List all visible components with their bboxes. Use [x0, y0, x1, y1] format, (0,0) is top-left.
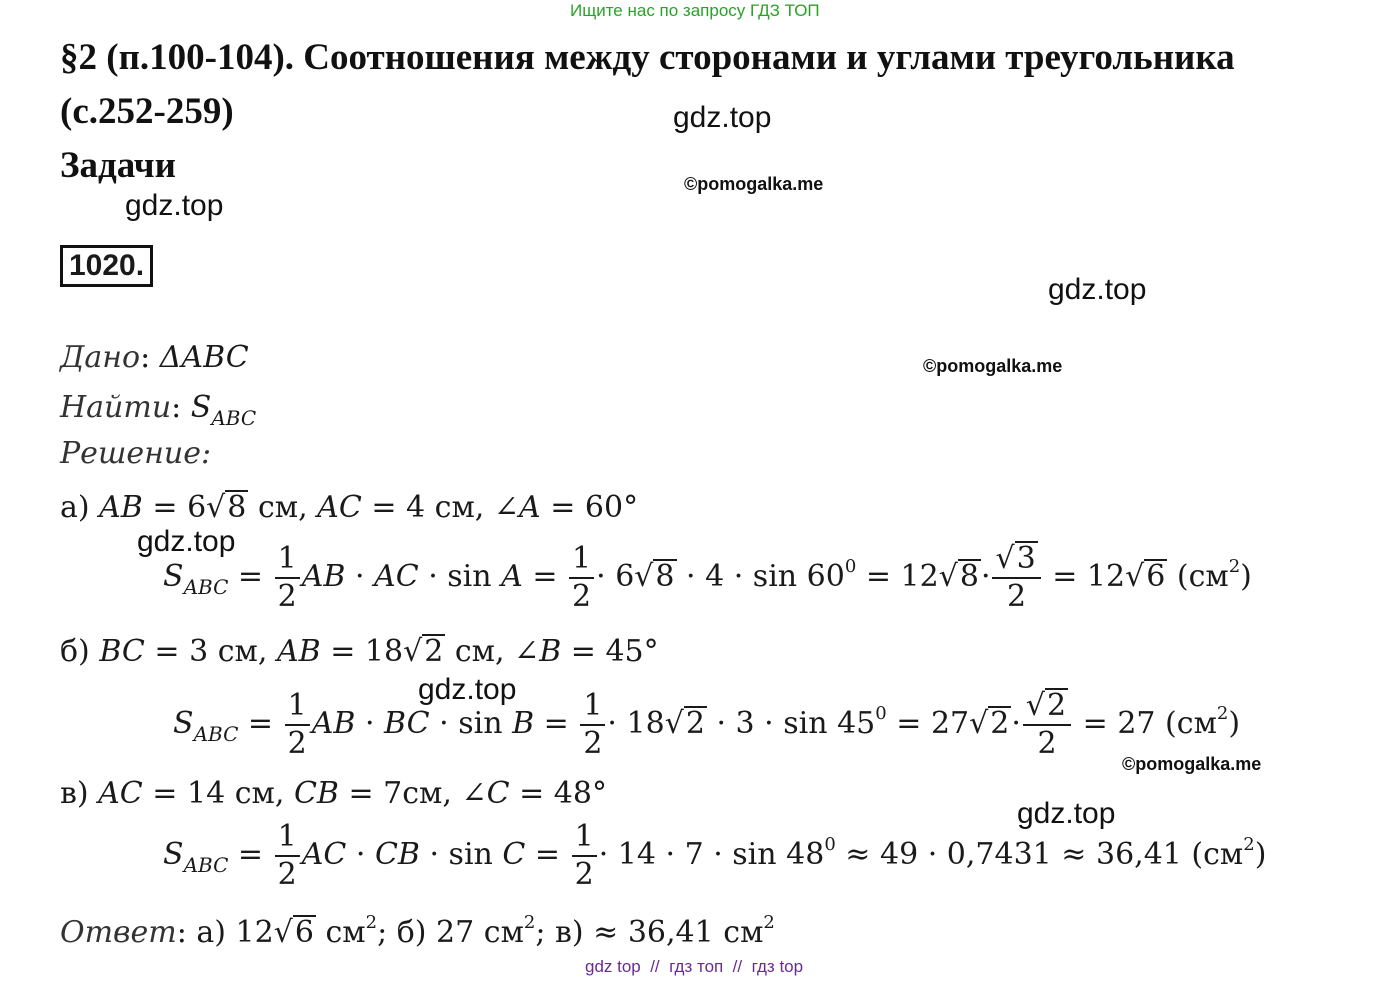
given-label: Дано [60, 340, 141, 375]
task-number-badge: 1020. [60, 245, 153, 287]
watermark-gdz: gdz.top [673, 101, 772, 134]
fraction: $\frac{√3}{2}$ [992, 541, 1040, 615]
part-c-conditions: в) AC = 14 см, CB = 7см, ∠C = 48° [60, 776, 607, 811]
angle: 60 [806, 559, 845, 594]
fraction [572, 819, 597, 893]
angle-a: 60° [584, 490, 639, 525]
given-line: Дано: ΔABC [60, 340, 249, 375]
solution-label-text: Решение [60, 436, 201, 471]
final-root: 6 [1146, 559, 1166, 594]
fraction: $\frac{√2}{2}$ [1023, 688, 1071, 762]
ac-value: 14 [186, 776, 226, 811]
final-coef: 12 [1086, 559, 1126, 594]
ab-root: 8 [227, 490, 247, 525]
square-sup: 2 [365, 912, 378, 933]
frac-den: 2 [1007, 579, 1027, 614]
frac-den: 2 [287, 726, 307, 761]
watermark-pomogalka: ©pomogalka.me [923, 356, 1063, 376]
answer-a-marker: а) [196, 915, 226, 950]
bc-value: 3 [189, 634, 209, 669]
side-a: 14 [617, 837, 656, 872]
frac-den: 2 [277, 857, 297, 892]
answer-label: Ответ [60, 915, 177, 950]
square-sup: 2 [1228, 556, 1241, 577]
square-sup: 2 [1216, 703, 1229, 724]
unit-cm: см [217, 634, 258, 669]
watermark-gdz: gdz.top [125, 189, 224, 222]
fraction [275, 819, 300, 893]
part-a-conditions: а) AB = 6√8 см, AC = 4 см, ∠A = 60° [60, 490, 639, 525]
answer-b-value: 27 [436, 915, 475, 950]
mult: 3 [735, 706, 755, 741]
unit-cm: см [402, 776, 443, 811]
sq-root: 2 [1047, 688, 1067, 723]
watermark-gdz: gdz.top [418, 673, 517, 706]
unit-cm2: см [1188, 559, 1229, 594]
part-a-formula: $S_{ABC}$ = $\frac{1}{2}$ AB · AC · sin A = $\frac{1}{2}$ · $6√8 \cdot 4 \cdot \sin 60^0 = 12√8\cdot$ $\frac{√3}{2}$ = 12√6 $(см^2)$ [163, 541, 1252, 614]
side-b: 7 [684, 837, 704, 872]
frac-num: 1 [275, 819, 300, 857]
watermark-pomogalka: ©pomogalka.me [1122, 754, 1262, 774]
answer-c-value: 36,41 [627, 915, 714, 950]
square-sup: 2 [763, 912, 775, 933]
unit-cm2: см [325, 915, 366, 950]
angle: 45 [837, 706, 876, 741]
footer-links[interactable]: gdz top // гдз топ // гдз top [585, 957, 804, 976]
watermark-pomogalka: ©pomogalka.me [684, 174, 824, 194]
unit-cm: см [257, 490, 299, 525]
sq-root: 3 [1016, 541, 1036, 576]
section-pages: (с.252-259) [60, 91, 234, 132]
angle-b: 45° [605, 634, 659, 669]
cb-value: 7 [383, 776, 403, 811]
answer-a-root: 6 [294, 915, 314, 950]
frac-den: 2 [1037, 726, 1057, 761]
unit-cm: см [434, 490, 475, 525]
unit-cm: см [454, 634, 495, 669]
frac-num: 1 [285, 688, 310, 726]
watermark-gdz: gdz.top [1048, 273, 1147, 306]
r-coef: 27 [930, 706, 970, 741]
r-root: 2 [990, 706, 1010, 741]
find-sub: ABC [211, 406, 257, 430]
frac-num: 1 [569, 541, 594, 579]
subsection-title: Задачи [60, 145, 176, 186]
r-root: 8 [959, 559, 979, 594]
part-b-conditions: б) BC = 3 см, AB = 18√2 см, ∠B = 45° [60, 634, 659, 669]
degree-sup: 0 [824, 834, 836, 855]
final-value: 27 [1117, 706, 1156, 741]
fraction [285, 688, 310, 762]
mult: 4 [705, 559, 725, 594]
top-banner[interactable]: Ищите нас по запросу ГДЗ ТОП [570, 1, 820, 20]
fraction [569, 541, 594, 615]
root: 2 [685, 706, 705, 741]
solution-label: Решение: [60, 436, 212, 471]
answer-a-coef: 12 [235, 915, 274, 950]
unit-cm2: см [723, 915, 764, 950]
answer-b-marker: б) [396, 915, 427, 950]
ab-root: 2 [424, 634, 444, 669]
find-label: Найти [60, 390, 172, 425]
watermark-gdz: gdz.top [137, 525, 236, 558]
root: 8 [655, 559, 675, 594]
find-line: Найти: $S_{ABC}$ [60, 390, 257, 430]
square-sup: 2 [1243, 834, 1255, 855]
answer-line: Ответ: а) 12√6 $см^2$; б) 27 $см^2$; в) ≈ 36,41 $см^2$ [60, 912, 775, 950]
coef: 6 [615, 559, 635, 594]
part-b-marker: б) [60, 634, 90, 669]
find-var: S [190, 390, 212, 425]
r-coef: 12 [900, 559, 939, 594]
part-b-formula: $S_{ABC}$ = $\frac{1}{2}$ AB · BC · sin B = $\frac{1}{2}$ · $18√2 \cdot 3 \cdot \sin 45^0 = 27√2\cdot$ $\frac{√2}{2}$ = 27 $(см^2)$ [173, 688, 1241, 761]
angle-c: 48° [553, 776, 607, 811]
degree-sup: 0 [875, 703, 887, 724]
given-value: ΔABC [159, 340, 249, 375]
square-sup: 2 [523, 912, 536, 933]
final-value: 36,41 [1095, 837, 1182, 872]
ac-value: 4 [406, 490, 426, 525]
watermark-gdz: gdz.top [1017, 797, 1116, 830]
frac-den: 2 [583, 726, 603, 761]
unit-cm2: см [483, 915, 524, 950]
frac-num: 1 [572, 819, 597, 857]
coef: 18 [626, 706, 665, 741]
unit-cm2: см [1176, 706, 1217, 741]
part-c-marker: в) [60, 776, 89, 811]
angle: 48 [786, 837, 825, 872]
answer-c-marker: в) [555, 915, 584, 950]
section-title: §2 (п.100-104). Соотношения между сторонами и углами треугольника [60, 37, 1235, 78]
part-c-formula: $S_{ABC}$ = $\frac{1}{2}$ AC · CB · sin C = $\frac{1}{2}$ · $14 \cdot 7 \cdot \sin 48^0 \approx 49 \cdot 0,7431 \approx 36,41$ $(см^2)$ [163, 819, 1267, 892]
product: 49 [879, 837, 919, 872]
fraction [580, 688, 605, 762]
ab-coef: 18 [364, 634, 404, 669]
unit-cm2: см [1203, 837, 1244, 872]
frac-num: 1 [275, 541, 300, 579]
part-a-marker: а) [60, 490, 90, 525]
ab-coef: 6 [187, 490, 207, 525]
frac-num: 1 [580, 688, 605, 726]
frac-den: 2 [277, 579, 297, 614]
frac-den: 2 [572, 579, 592, 614]
degree-sup: 0 [844, 556, 857, 577]
frac-den: 2 [574, 857, 594, 892]
fraction [275, 541, 300, 615]
sin-value: 0,7431 [946, 837, 1052, 872]
unit-cm: см [234, 776, 275, 811]
